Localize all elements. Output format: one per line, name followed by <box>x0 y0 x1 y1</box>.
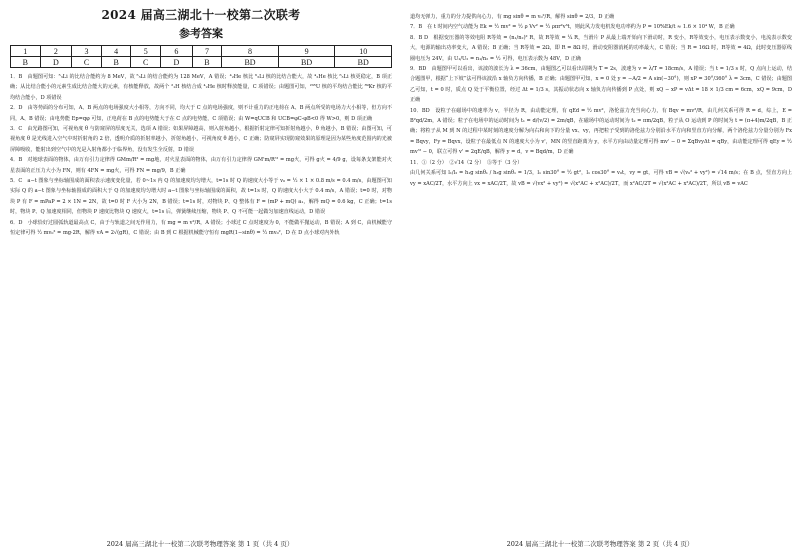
answer-number: 10 <box>335 46 392 57</box>
answer-table-number-row <box>11 46 392 57</box>
page-title: 2024 届高三湖北十一校第二次联考 <box>101 8 301 22</box>
answer-key: D <box>161 57 193 68</box>
solution-4: 4．B 对地球表面的物体，由万有引力定律得 GMm/R² = mg地，对火星表面的物体，由万有引力定律得 GM'm/R'² = mg火，可得 g火 = 4/9 g，设每条支架能对火星表面的正压力大小为 FN，则有 4FN = mg火，可得 FN = mg/9，B 正确 <box>10 157 392 174</box>
answer-number: 6 <box>161 46 193 57</box>
solution-text-left <box>10 72 392 239</box>
answer-key: BD <box>335 57 392 68</box>
solution-5: 5．C a−t 图象与坐标轴围成的面积表示速度变化量，若 0~1s 内 Q 的加速度均匀增大，t=1s 时 Q 的速度大小等于 v₀ = ½ × 1 × 0.8 m/s = 0.4 m/s，由题图可知实际 Q 的 a−t 图象与坐标轴围成的面积大于 Q 的加速度均匀增大时 a−t 图象与坐标轴围成的面积，故 t=1s 时，Q 的速度大小大于 0.4 m/s，A 错误；t=0 时，对物块 P 有 F = mPaP = 2 × 1N = 2N，故 t=0 时 F 大小为 2N，B 错误；t=1s 时，对物块 P、Q 整体有 F = (mP + mQ) a₁，解得 mQ = 0.6 kg，C 正确；t=1s 时，物块 P、Q 加速度相同，但物块 P 速度比物块 Q 速度大，t=1s 后，弹簧继续压缩，物块 P、Q 不可能一起做匀加速直线运动，D 错误 <box>10 178 392 216</box>
answer-table-answer-row <box>11 57 392 68</box>
page-right <box>400 0 800 554</box>
answer-key: B <box>101 57 131 68</box>
answer-table <box>10 45 392 68</box>
solution-text-right <box>410 12 792 189</box>
left-column <box>10 6 392 239</box>
answer-key: B <box>11 57 41 68</box>
answer-key: D <box>40 57 72 68</box>
solution-8: 8．B D 根据变压器的等效电阻 R等效 = (n₁/n₂)² R，故 R等效 = ¼ R，当滑片 P 从最上端开始向下滑动时，R 变小，R等效变小，电压表示数变小，电流表示数变大，电源的输出功率变大，A 错误；B 正确；当 R等效 = 2Ω，即 R = 8Ω 时，滑动变阻器消耗的功率最大，C 错误；当 R = 16Ω 时，R等效 = 4Ω，此时变压器原线圈电压为 24V，由 U₁/U₂ = n₁/n₂ = ½ 可得，电压表示数为 48V，D 正确 <box>410 34 792 62</box>
solution-2: 2．D 由等势面的分布可知，A、B 两点的电场强度大小相等，方向不同，均大于 C 点的电场强度，则不计重力的正电荷在 A、B 两点所受的电场力大小相等，但方向不同，A、B 错误；由电势能 Ep=qφ 可知，正电荷在 B 点的电势能大于在 C 点的电势能，C 项错误；由 W=qUCB 和 UCB=φC-φB<0 得 W>0，则 D 项正确 <box>10 105 392 122</box>
answer-key: BD <box>278 57 335 68</box>
page-subtitle: 参考答案 <box>179 27 223 40</box>
answer-key: C <box>131 57 161 68</box>
solution-3: 3．C 由光路图可知，可视角度 θ 与防窥屏的厚度无关，选项 A 错误；如果屏障越高，则入射角越小，根据折射定律可知折射角越小，θ 角越小，B 错误；由图可知，可视角度 θ 是光线进入空气中时折射角的 2 倍，透明介质的折射率越小，折射角越小，可视角度 θ 越小，C 正确；防窥屏实现防窥效果的原理是因为某些角度范围内的光被屏障吸收，能射出到空气中的光是入射角都小于临界角，没有发生全反射，D 错误 <box>10 126 392 153</box>
answer-number: 1 <box>11 46 41 57</box>
answer-number: 5 <box>131 46 161 57</box>
solution-1: 1．B 由题图可知：⁵₃Li 的比结合能约为 8 MeV，故 ⁵₃Li 的结合能约为 128 MeV，A 错误；⁴₂He 核比 ⁶₃Li 核的比结合能大，故 ⁴₂He 核比 ⁶₃Li 核更稳定，B 项正确；从比结合能小的元素生成比结合能大的元素，有核能释放，故两个 ²₁H 核结合成 ⁴₂He 核时释放能量，C 项错误；由题图可知，²³⁵U 核的平均结合能比 ⁸⁹Kr 核的平均结合能小，D 项错误 <box>10 74 392 101</box>
solution-9: 9．BD 由题图甲可以看出，该波的波长为 λ = 36cm，由题图乙可以看出周期为 T = 2s，波速为 v = λ/T = 18cm/s，A 错误；当 t = 1/3 s 时，Q 点向上运动，结合题图甲，根据“上下坡”法可得该波沿 x 轴负方向传播，B 正确；由题图甲可知，x = 0 处 y = −A/2 = A sin(−30°)，则 xP = 30°/360° λ = 3cm，C 错误；由题图乙可知，t = 0 时，质点 Q 处于平衡位置，经过 Δt = 1/3 s，其振动状态向 x 轴负方向传播到 P 点处，则 xQ − xP = vΔt = 18 × 1/3 cm = 6cm，xQ = 9cm，D 正确 <box>410 66 792 104</box>
page-footer: 2024 届高三湖北十一校第二次联考物理答案 第 2 页（共 4 页） <box>506 540 694 548</box>
solution-10: 10．BD 设粒子在磁场中的速率为 v，半径为 R，由动能定理，有 qEd = ½ mv²，洛伦兹力充当向心力，有 Bqv = mv²/R，由几何关系可得 R = d，综上，E = B²qd/2m，A 错误；粒子在电场中的运动时间为 t₁ = d/(v/2) = 2m/qB，在磁场中的运动时间为 t₂ = πm/2qB，粒子从 O 运动到 P 的时间为 t = (π+4)m/2qB，B 正确；将粒子从 M 到 N 的过程中某时刻的速度分解为向右和向下的分量 vx、vy，再把粒子受到的洛伦兹力分别沿水平方向和竖直方向分解，两个洛伦兹力分量分别为 Fx = Bqvy，Fy = Bqvx，设粒子在最低点 N 的速度大小为 v'，MN 的竖直距离为 y，水平方向由动量定理可得 mv' − 0 = ΣqBvyΔt = qBy，由动能定理可得 qEy = ½ mv'² − 0，联立可得 v' = 2qE/qB，解得 y = d，v = Bqd/m，D 正确 <box>410 107 792 156</box>
solution-11-body: 由几何关系可知 l₁/l₂ = h₁g sinθ₁ / h₃g sinθ₁ = 1/3，l₁ sin30° = ½ gt²，l₁ cos30° = v₀t，vy = gt，可得 vB = √(v₀² + vy²) = √14 m/s；在 B 点，竖直方向上 vy = xAC/2T，水平方向上 vx = xAC/2T，故 vB = √(vx² + vy²) = √(x²AC + x²AC)/2T，而 x²AC/2T = √(x²AC + x²AC)/2T，所以 vB = vAC <box>410 170 792 187</box>
answer-number: 9 <box>278 46 335 57</box>
answer-key: BD <box>222 57 279 68</box>
page-footer: 2024 届高三湖北十一校第二次联考物理答案 第 1 页（共 4 页） <box>106 540 294 548</box>
answer-number: 2 <box>40 46 72 57</box>
answer-number: 7 <box>192 46 222 57</box>
answer-number: 3 <box>72 46 102 57</box>
answer-number: 8 <box>222 46 279 57</box>
answer-key: C <box>72 57 102 68</box>
right-column <box>410 12 792 189</box>
solution-11-header: 11．①（2 分） ②√14（2 分） ③等于（3 分） <box>410 159 523 166</box>
solution-6: 6．D 小球恰好过圆弧轨道最高点 C，由于与轨道之间无作用力，有 mg = m v²/R，A 错误；小球过 C 点时速度为 0，不能做平抛运动，B 错误；A 到 C，由机械能守恒定律可得 ½ mv₀² = mg·2R，解得 vA = 2√(gR)，C 错误；由 B 到 C 根据机械能守恒有 mgR(1−sinθ) = ½ mv₀²，D 在 D 点小球对内外轨 <box>10 219 392 237</box>
solution-6-continued: 道均无弹力，重力的分力提供向心力，有 mg sinθ = m v₀²/R，解得 sinθ = 2/3，D 正确 <box>410 14 615 20</box>
answer-number: 4 <box>101 46 131 57</box>
solution-7: 7．B 在 t 时间内空气动能为 Ek = ½ mv² = ½ ρ Vv² = ½ ρπr²v³t，则此风力发电机发电功率约为 P = 10%Ek/t ≈ 1.6 × 10⁴ W，B 正确 <box>410 24 735 31</box>
answer-key: B <box>192 57 222 68</box>
